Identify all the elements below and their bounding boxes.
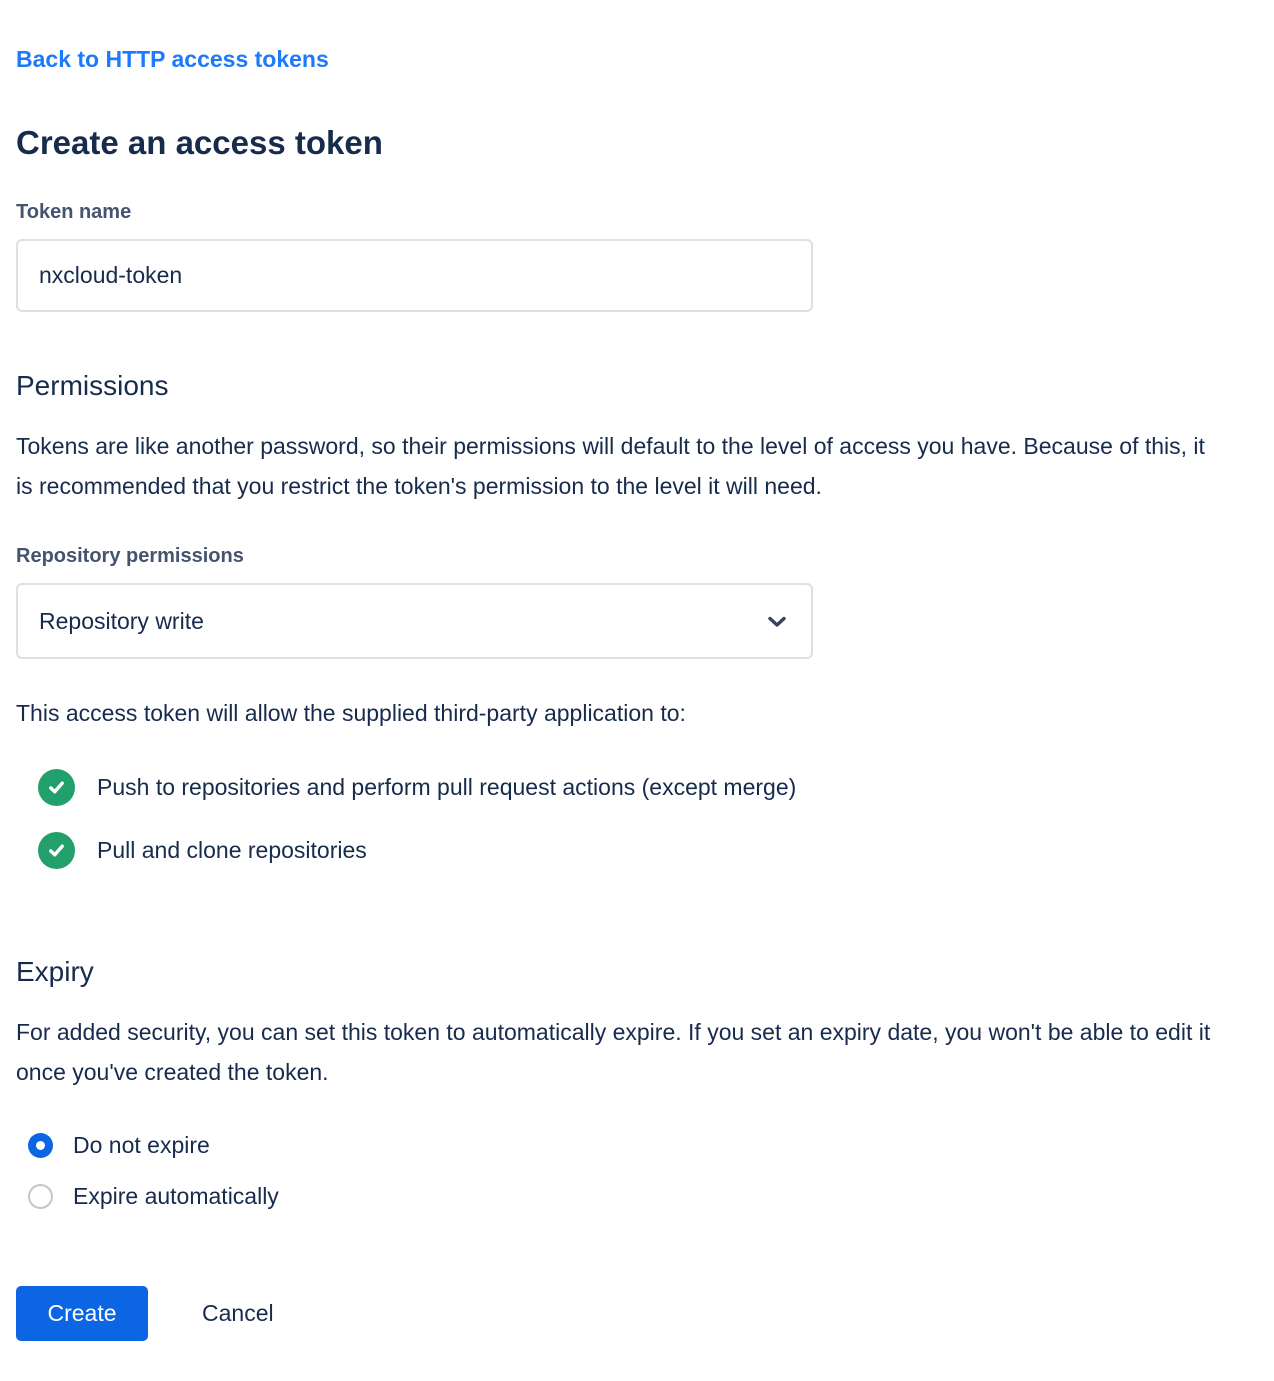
- radio-do-not-expire[interactable]: [16, 1120, 1258, 1171]
- expiry-radio-group: [16, 1120, 1258, 1222]
- create-button[interactable]: Create: [16, 1286, 148, 1341]
- radio-expire-automatically-label: Expire automatically: [73, 1183, 279, 1209]
- capability-label: Push to repositories and perform pull request actions (except merge): [97, 774, 797, 800]
- chevron-down-icon: [765, 609, 789, 633]
- radio-do-not-expire-label: Do not expire: [73, 1132, 210, 1158]
- capabilities-list: [16, 756, 1258, 882]
- page-title: Create an access token: [16, 124, 383, 161]
- capability-label: Pull and clone repositories: [97, 837, 367, 863]
- radio-expire-automatically[interactable]: [16, 1171, 1258, 1222]
- capability-item: [16, 819, 1258, 882]
- check-circle-icon: [38, 769, 75, 806]
- token-name-label: Token name: [16, 201, 132, 223]
- capability-item: [16, 756, 1258, 819]
- repository-permissions-select[interactable]: [16, 583, 813, 659]
- expiry-heading: Expiry: [16, 956, 94, 987]
- token-name-input[interactable]: [16, 239, 813, 312]
- permissions-description: Tokens are like another password, so their permissions will default to the level of access you have. Because of this, it is recommended that you restrict the token's permission to the level it will need.: [16, 433, 1205, 499]
- cancel-button[interactable]: Cancel: [190, 1286, 286, 1341]
- permissions-heading: Permissions: [16, 370, 169, 401]
- radio-button-icon: [28, 1133, 53, 1158]
- back-to-http-access-tokens-link[interactable]: Back to HTTP access tokens: [16, 46, 329, 72]
- form-actions: [16, 1286, 1258, 1341]
- token-allow-intro: This access token will allow the supplied third-party application to:: [16, 700, 686, 726]
- check-circle-icon: [38, 832, 75, 869]
- expiry-description: For added security, you can set this token to automatically expire. If you set an expiry date, you won't be able to edit it once you've created the token.: [16, 1019, 1211, 1085]
- repository-permissions-label: Repository permissions: [16, 545, 244, 567]
- radio-button-icon: [28, 1184, 53, 1209]
- repository-permissions-selected-value: Repository write: [39, 607, 204, 634]
